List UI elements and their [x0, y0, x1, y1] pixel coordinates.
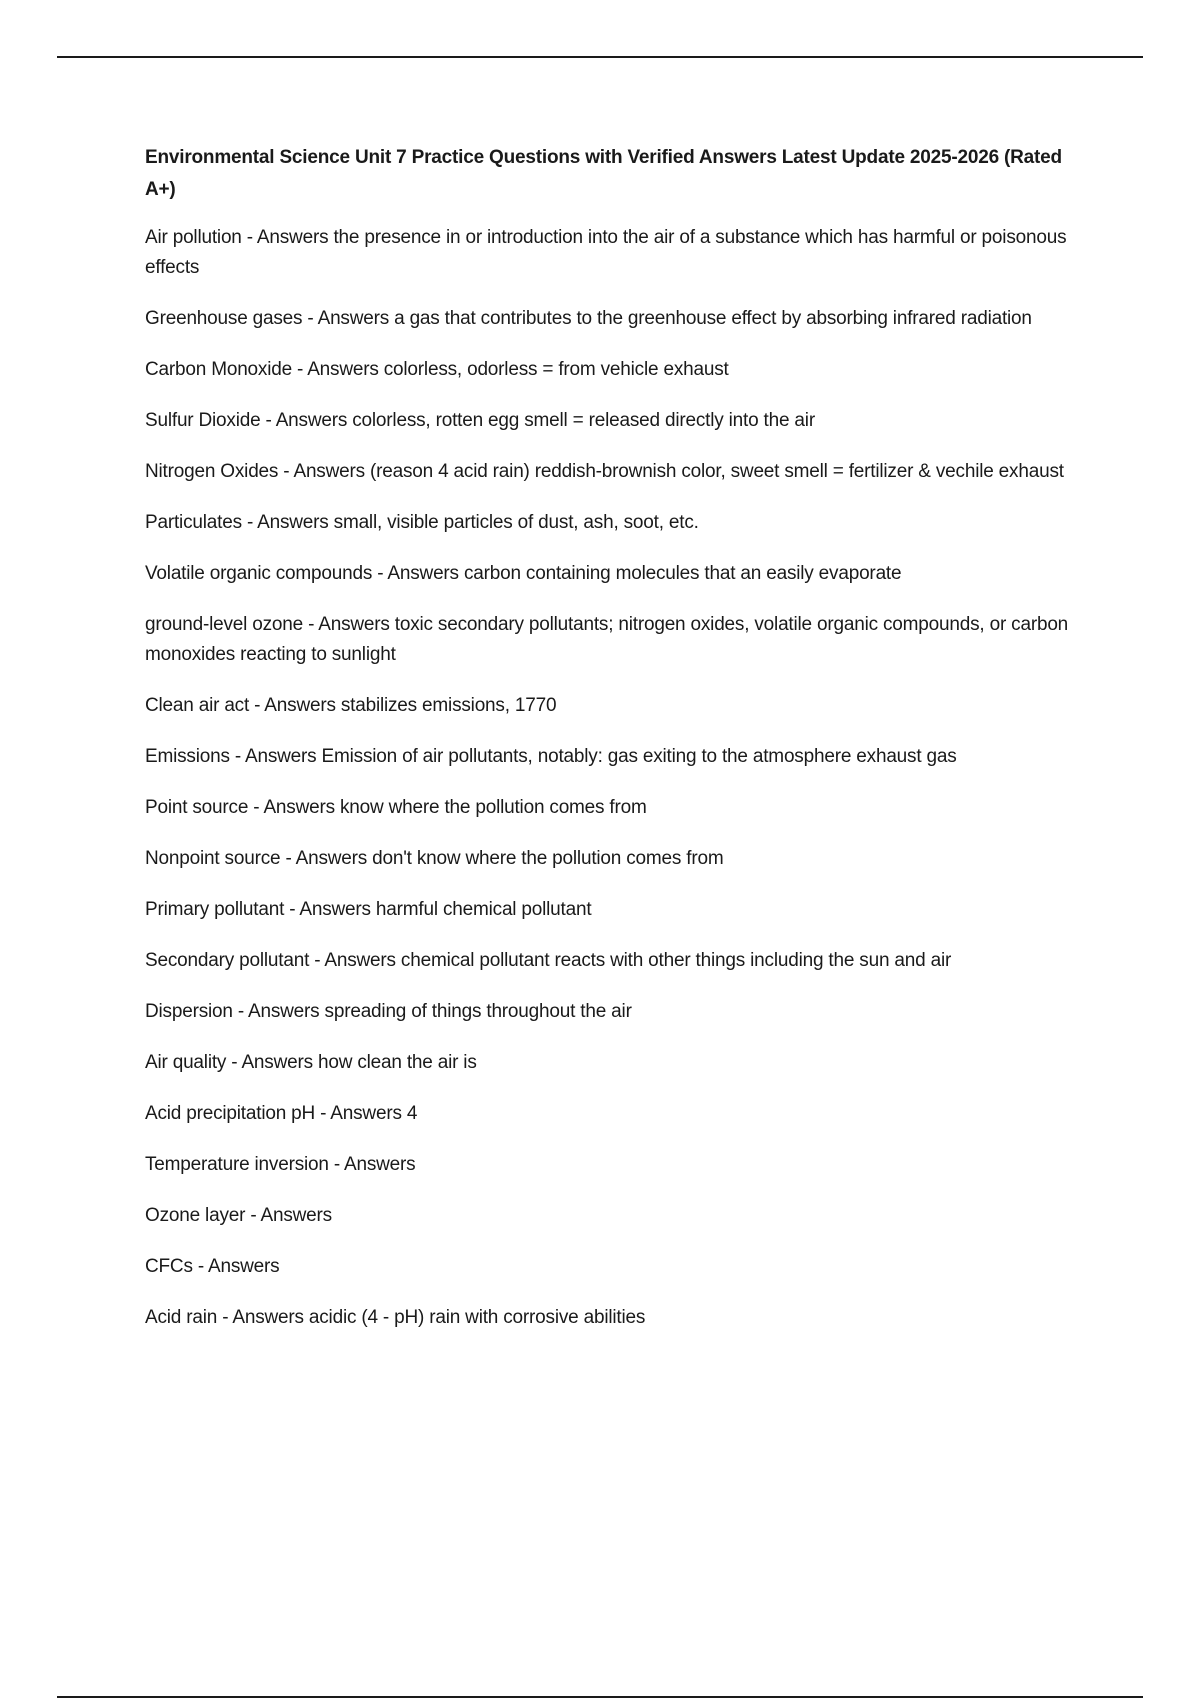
qa-entry: Nonpoint source - Answers don't know where the pollution comes from — [145, 848, 724, 869]
qa-entry: Secondary pollutant - Answers chemical pollutant reacts with other things including the sun and air — [145, 950, 952, 971]
qa-entry: CFCs - Answers — [145, 1256, 280, 1277]
qa-entry: Sulfur Dioxide - Answers colorless, rotten egg smell = released directly into the air — [145, 410, 815, 431]
qa-entry: Clean air act - Answers stabilizes emissions, 1770 — [145, 695, 557, 716]
qa-entry: Volatile organic compounds - Answers carbon containing molecules that an easily evaporate — [145, 563, 902, 584]
header-divider — [57, 56, 1143, 58]
document-body — [145, 142, 1085, 1354]
qa-entry: Nitrogen Oxides - Answers (reason 4 acid rain) reddish-brownish color, sweet smell = fertilizer & vechile exhaust — [145, 461, 1064, 482]
document-title: Environmental Science Unit 7 Practice Questions with Verified Answers Latest Update 2025-2026 (Rated A+) — [145, 147, 1062, 200]
qa-entry: Acid rain - Answers acidic (4 - pH) rain with corrosive abilities — [145, 1307, 646, 1328]
qa-entry: Ozone layer - Answers — [145, 1205, 332, 1226]
qa-entry: ground-level ozone - Answers toxic secondary pollutants; nitrogen oxides, volatile organic compounds, or carbon monoxides reacting to sunlight — [145, 614, 1069, 665]
footer-divider — [57, 1696, 1143, 1698]
qa-entry: Carbon Monoxide - Answers colorless, odorless = from vehicle exhaust — [145, 359, 729, 380]
qa-entry: Particulates - Answers small, visible particles of dust, ash, soot, etc. — [145, 512, 699, 533]
qa-entry: Primary pollutant - Answers harmful chemical pollutant — [145, 899, 592, 920]
qa-entry: Point source - Answers know where the pollution comes from — [145, 797, 647, 818]
qa-entry: Air quality - Answers how clean the air is — [145, 1052, 477, 1073]
qa-entry: Air pollution - Answers the presence in or introduction into the air of a substance which has harmful or poisonous effects — [145, 227, 1067, 278]
qa-entry: Temperature inversion - Answers — [145, 1154, 416, 1175]
qa-entry: Acid precipitation pH - Answers 4 — [145, 1103, 418, 1124]
qa-entry: Dispersion - Answers spreading of things throughout the air — [145, 1001, 632, 1022]
qa-entry: Emissions - Answers Emission of air pollutants, notably: gas exiting to the atmosphere exhaust gas — [145, 746, 957, 767]
qa-entry: Greenhouse gases - Answers a gas that contributes to the greenhouse effect by absorbing infrared radiation — [145, 308, 1032, 329]
